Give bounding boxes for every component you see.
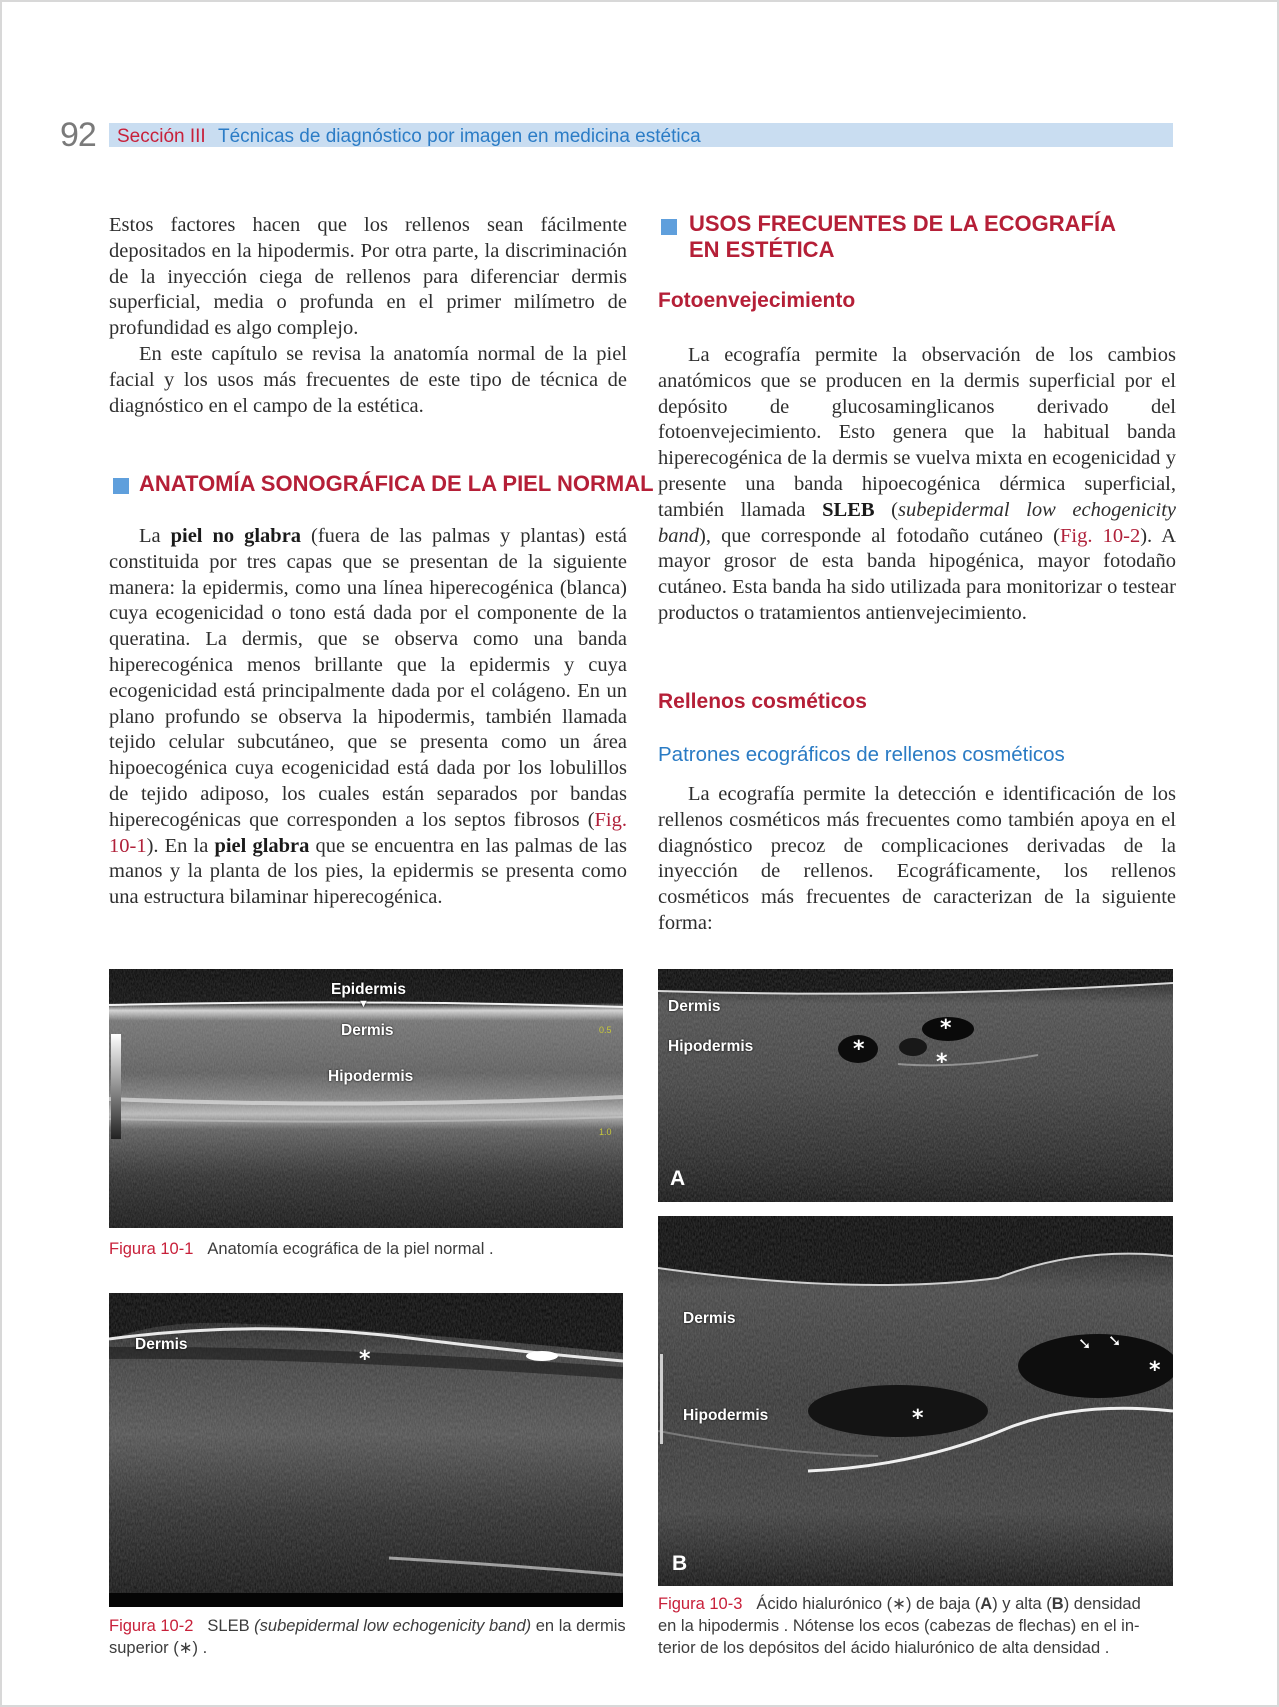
caption-text: Ácido hialurónico (	[756, 1595, 893, 1613]
label-dermis: Dermis	[341, 1022, 394, 1039]
figure-10-3-panel-a	[658, 969, 1173, 1202]
caption-number: Figura 10-2	[109, 1617, 194, 1635]
panel-letter-a: A	[670, 1167, 686, 1190]
paragraph: La ecografía permite la detección e identificación de los rellenos cosméticos más frecuentes como también apoya en el diagnóstico precoz de complicaciones derivadas de la inyección de rellenos. Ecográficamente, los rellenos cosméticos más frecuentes de caracterizan de la siguiente forma:	[658, 783, 1176, 934]
text-run: ). En la	[146, 834, 215, 857]
caption-line	[658, 1593, 1178, 1615]
label-dermis: Dermis	[683, 1310, 736, 1327]
section-marker-square	[113, 478, 129, 494]
caption-figure-10-1	[109, 1238, 494, 1260]
label-hipodermis: Hipodermis	[683, 1407, 769, 1424]
caption-text: ) y alta (	[992, 1595, 1052, 1613]
ultrasound-image	[658, 969, 1173, 1202]
arrow-marker: ▼	[358, 998, 369, 1010]
section-heading-anatomia: ANATOMÍA SONOGRÁFICA DE LA PIEL NORMAL	[139, 471, 654, 496]
text-run: La	[139, 525, 171, 547]
caption-text: ) de baja (	[905, 1595, 981, 1613]
text-run: (fuera de las palmas y plantas) está constituida por tres capas que se presentan de la siguiente manera: la epidermis, como una línea hiperecogénica (blanca) cuya ecogenicidad o tono está dada por el componente de la queratina. La dermis, que se observa como una banda hiperecogénica menos brillante que la epidermis y cuya ecogenicidad está principalmente dada por el colágeno. En un plano profundo se observa la hipodermis, también llamada tejido celular subcutáneo, que se presenta como un área hipoecogénica cuya ecogenicidad está dada por los lobulillos de tejido adiposo, los cuales están separados por bandas hiperecogénicas que corresponden a los septos fibrosos (	[109, 525, 627, 831]
figure-reference[interactable]: Fig. 10-1	[109, 808, 627, 857]
caption-number: Figura 10-3	[658, 1595, 743, 1613]
subheading-rellenos: Rellenos cosméticos	[658, 690, 867, 713]
caption-figure-10-3	[658, 1593, 1178, 1659]
text-run: (	[874, 498, 898, 521]
right-rellenos-text	[658, 782, 1176, 937]
section-marker-square	[661, 219, 677, 235]
asterisk-marker: *	[1149, 1358, 1161, 1383]
text-run: La ecografía permite la observación de los cambios anatómicos que se producen en la dermis superficial por el depósito de glucosaminglicanos derivado del fotoenvejecimiento. Esto genera que la habitual banda hiperecogénica de la dermis se vuelva mixta en ecogenicidad y presente una banda hipoecogénica dérmica superficial, también llamada	[658, 344, 1176, 521]
heading-line: USOS FRECUENTES DE LA ECOGRAFÍA	[689, 211, 1116, 236]
asterisk-symbol: ∗	[178, 1639, 193, 1657]
caption-line: terior de los depósitos del ácido hialurónico de alta densidad .	[658, 1639, 1110, 1657]
paragraph	[109, 524, 627, 911]
page-number: 92	[60, 116, 96, 154]
label-dermis: Dermis	[668, 998, 721, 1015]
section-heading-usos	[689, 211, 1116, 263]
asterisk-marker: *	[940, 1016, 952, 1041]
label-hipodermis: Hipodermis	[668, 1038, 754, 1055]
left-anatomy-text	[109, 524, 627, 911]
depth-scale-label: 0.5	[599, 1025, 612, 1035]
asterisk-marker: *	[853, 1037, 865, 1062]
caption-figure-10-2	[109, 1615, 629, 1659]
label-dermis: Dermis	[135, 1336, 188, 1353]
paragraph: Estos factores hacen que los rellenos sean fácilmente depositados en la hipodermis. Por otra parte, la discriminación de la inyección ciega de rellenos para diferenciar dermis superficial, media o profunda en el primer milímetro de profundidad es algo complejo.	[109, 214, 627, 340]
caption-letter-a: A	[980, 1595, 993, 1613]
caption-italic: (subepidermal low echogenicity band)	[254, 1617, 532, 1635]
asterisk-marker: *	[936, 1050, 948, 1075]
text-run: ). A mayor grosor de esta banda hipogénica, mayor fotodaño cutáneo. Esta banda ha sido utilizada para monitorizar o testear productos o tratamientos antienvejecimiento.	[658, 524, 1176, 624]
header-section: Sección III	[117, 126, 206, 147]
asterisk-symbol: ∗	[892, 1595, 906, 1613]
label-hipodermis: Hipodermis	[328, 1068, 414, 1085]
depth-scale-label: 1.0	[599, 1127, 612, 1137]
text-run: que se encuentra en las palmas de las manos y la planta de los pies, la epidermis se presenta como una estructura bilaminar hiperecogénica.	[109, 834, 627, 909]
arrowhead-marker: ➘	[1078, 1334, 1092, 1353]
paragraph	[658, 343, 1176, 627]
caption-text: Anatomía ecográfica de la piel normal .	[207, 1240, 494, 1258]
figure-10-3-panel-b	[658, 1216, 1173, 1586]
right-foto-text	[658, 343, 1176, 627]
heading-line: EN ESTÉTICA	[689, 237, 835, 262]
asterisk-marker: *	[359, 1347, 371, 1372]
left-intro-text	[109, 213, 627, 419]
term-sleb: SLEB	[822, 498, 875, 521]
term-piel-no-glabra: piel no glabra	[170, 525, 302, 547]
arrowhead-marker: ➘	[1108, 1331, 1122, 1350]
caption-text: SLEB	[207, 1617, 255, 1635]
label-epidermis: Epidermis	[331, 981, 406, 998]
subheading-fotoenvejecimiento: Fotoenvejecimiento	[658, 289, 856, 312]
caption-text: en la dermis superior (	[109, 1617, 626, 1657]
caption-letter-b: B	[1051, 1595, 1064, 1613]
caption-text: ) densidad	[1063, 1595, 1141, 1613]
panel-letter-b: B	[672, 1552, 688, 1575]
ultrasound-image	[658, 1216, 1173, 1586]
asterisk-marker: *	[912, 1406, 924, 1431]
text-run: ), que corresponde al fotodaño cutáneo (	[699, 524, 1060, 547]
paragraph: En este capítulo se revisa la anatomía normal de la piel facial y los usos más frecuentes de este tipo de técnica de diagnóstico en el campo de la estética.	[109, 342, 627, 417]
italic-term: subepidermal low echogenicity band	[658, 498, 1176, 547]
subsubheading-patrones: Patrones ecográficos de rellenos cosméticos	[658, 743, 1065, 766]
term-piel-glabra: piel glabra	[214, 834, 310, 857]
figure-reference[interactable]: Fig. 10-2	[1059, 524, 1141, 547]
caption-number: Figura 10-1	[109, 1240, 194, 1258]
header-title: Técnicas de diagnóstico por imagen en medicina estética	[218, 126, 701, 147]
figure-10-2-ultrasound	[109, 1293, 623, 1607]
figure-10-1-ultrasound	[109, 969, 623, 1228]
caption-text: ) .	[192, 1639, 208, 1657]
caption-line: en la hipodermis . Nótense los ecos (cabezas de flechas) en el in-	[658, 1617, 1140, 1635]
